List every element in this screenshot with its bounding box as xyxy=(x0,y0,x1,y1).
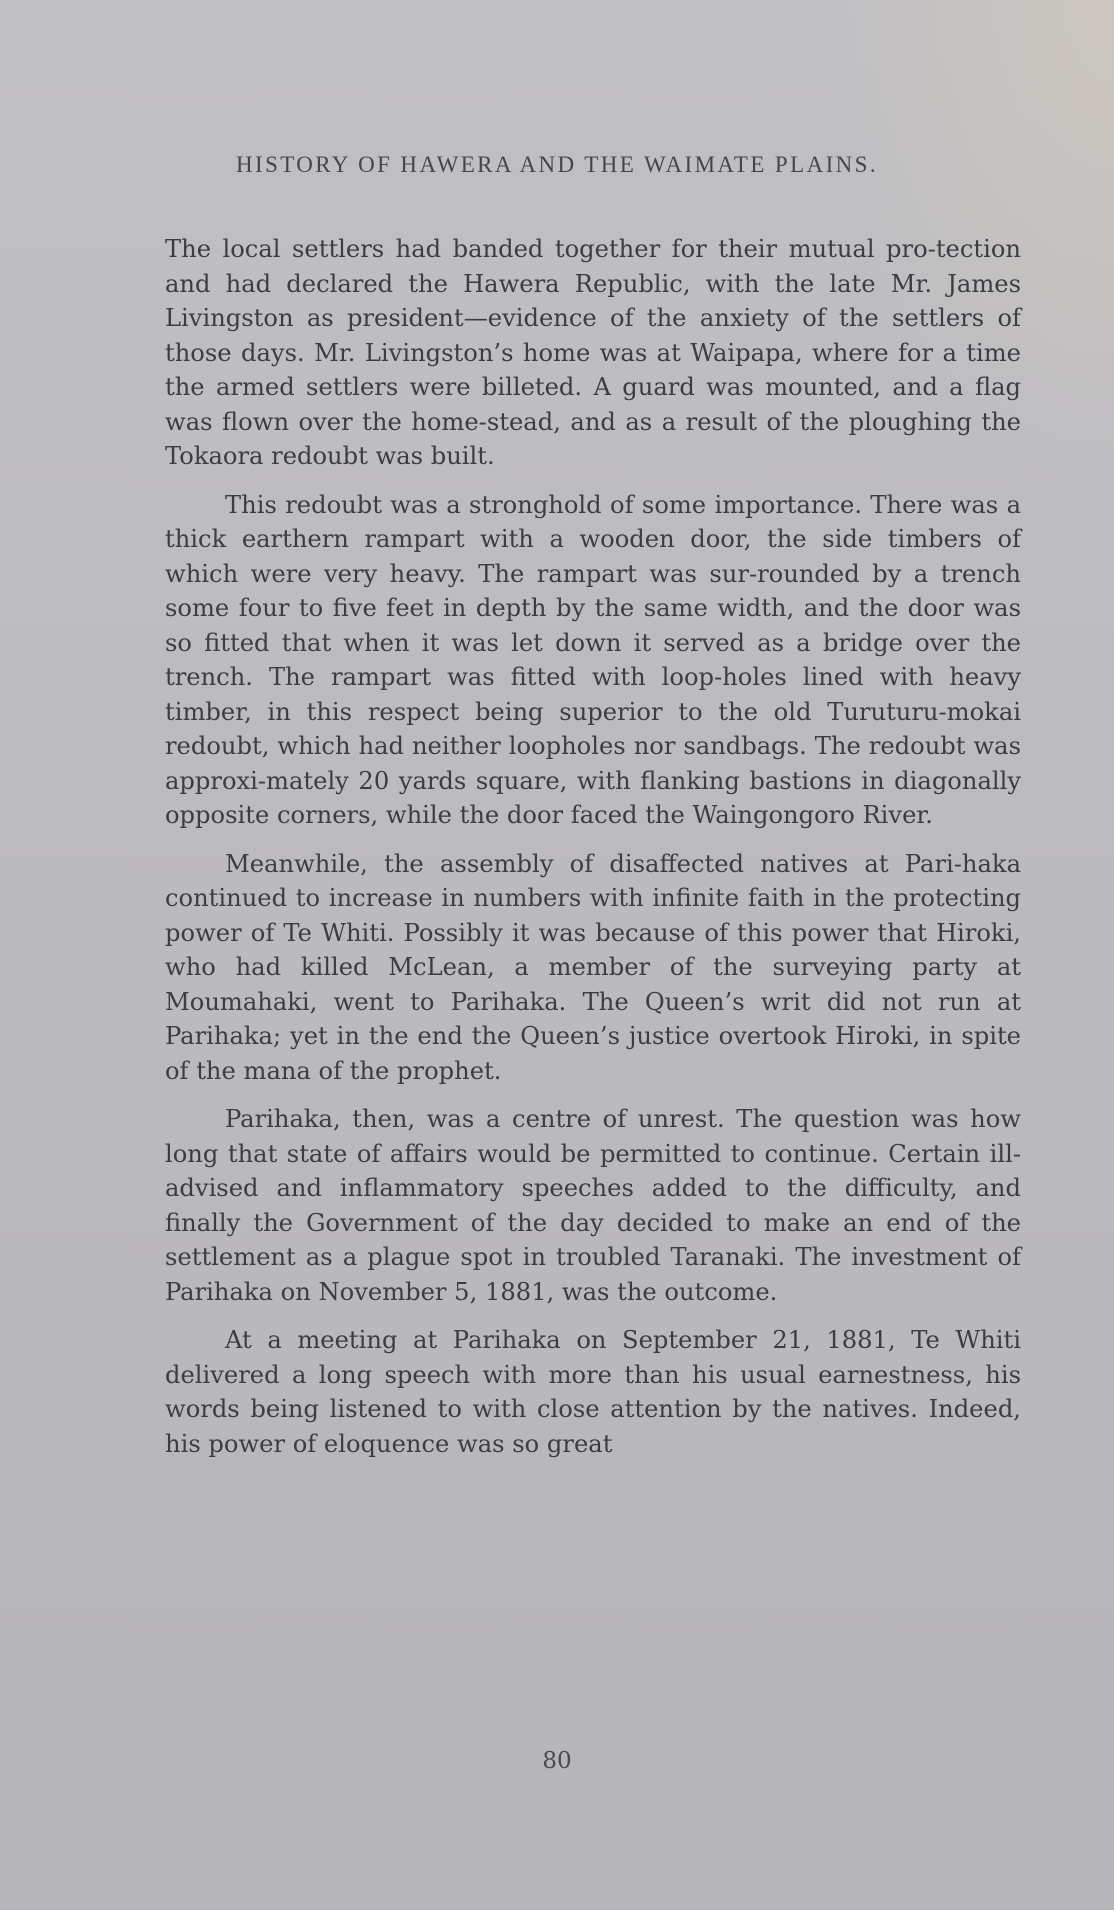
running-title: HISTORY OF HAWERA AND THE WAIMATE PLAINS. xyxy=(236,152,878,177)
page-number: 80 xyxy=(542,1748,572,1774)
body-text xyxy=(165,232,1021,1475)
paragraph-2: This redoubt was a stronghold of some importance. There was a thick earthern rampart with a wooden door, the side timbers of which were very heavy. The rampart was sur-rounded by a trench some four to five feet in depth by the same width, and the door was so fitted that when it was let down it served as a bridge over the trench. The rampart was fitted with loop-holes lined with heavy timber, in this respect being superior to the old Turuturu-mokai redoubt, which had neither loopholes nor sandbags. The redoubt was approxi-mately 20 yards square, with flanking bastions in diagonally opposite corners, while the door faced the Waingongoro River. xyxy=(165,490,1021,829)
paragraph-1: The local settlers had banded together for their mutual pro-tection and had declared the Hawera Republic, with the late Mr. James Livingston as president—evidence of the anxiety of the settlers of those days. Mr. Livingston’s home was at Waipapa, where for a time the armed settlers were billeted. A guard was mounted, and a flag was flown over the home-stead, and as a result of the ploughing the Tokaora redoubt was built. xyxy=(165,235,1021,470)
paragraph-3: Meanwhile, the assembly of disaffected natives at Pari-haka continued to increase in numbers with infinite faith in the protecting power of Te Whiti. Possibly it was because of this power that Hiroki, who had killed McLean, a member of the surveying party at Moumahaki, went to Parihaka. The Queen’s writ did not run at Parihaka; yet in the end the Queen’s justice overtook Hiroki, in spite of the mana of the prophet. xyxy=(165,849,1021,1085)
paragraph-5: At a meeting at Parihaka on September 21, 1881, Te Whiti delivered a long speech with more than his usual earnestness, his words being listened to with close attention by the natives. Indeed, his power of eloquence was so great xyxy=(165,1326,1021,1458)
paragraph-4: Parihaka, then, was a centre of unrest. The question was how long that state of affairs would be permitted to continue. Certain ill-advised and inflammatory speeches added to the difficulty, and finally the Government of the day decided to make an end of the settlement as a plague spot in troubled Taranaki. The investment of Parihaka on November 5, 1881, was the outcome. xyxy=(165,1105,1021,1306)
